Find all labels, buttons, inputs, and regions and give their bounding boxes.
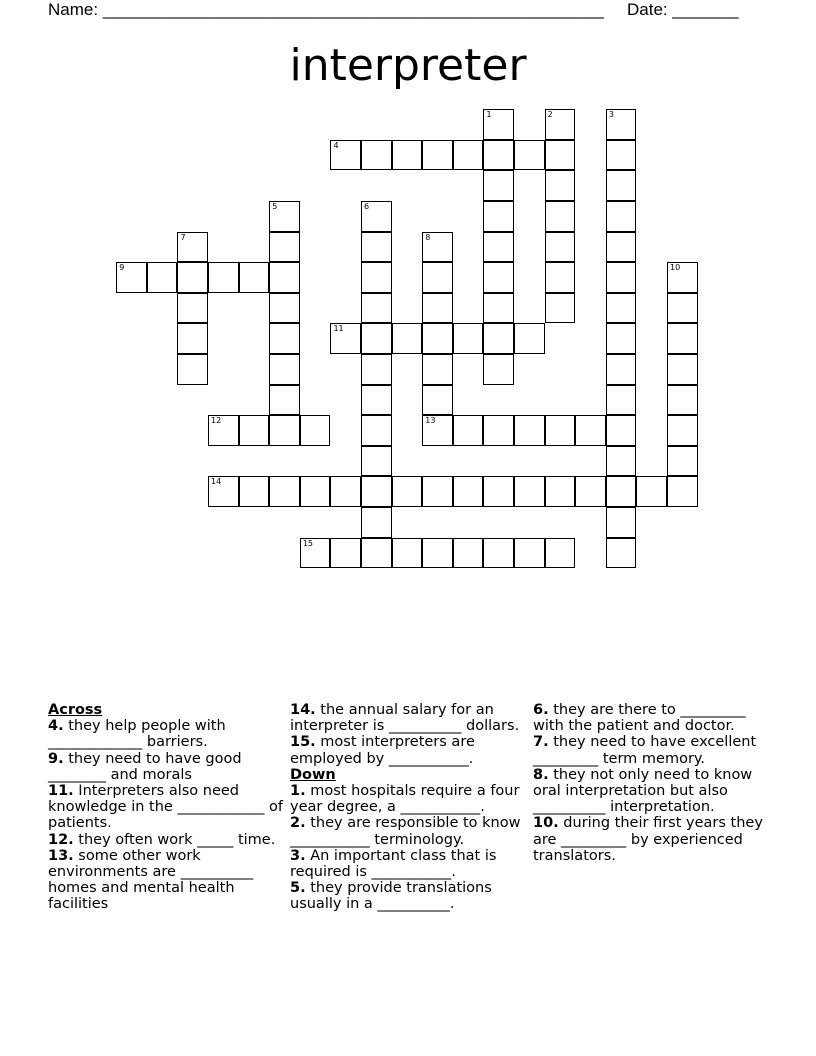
across-clue [48, 832, 288, 848]
grid-cell[interactable] [239, 476, 270, 507]
grid-cell[interactable] [422, 232, 453, 263]
grid-cell[interactable] [361, 538, 392, 569]
grid-cell[interactable] [392, 323, 423, 354]
grid-cell[interactable] [606, 446, 637, 477]
clue-num: 4. [48, 718, 64, 735]
clue-number: 7 [180, 232, 186, 242]
clues-column-3 [533, 702, 773, 864]
down-clue [533, 702, 773, 734]
down-list-b [533, 702, 773, 864]
grid-cell[interactable] [606, 109, 637, 140]
grid-cell[interactable] [606, 140, 637, 171]
grid-cell[interactable] [330, 140, 361, 171]
grid-cell[interactable] [269, 415, 300, 446]
grid-cell[interactable] [177, 232, 208, 263]
clue-num: 15. [290, 734, 316, 751]
grid-cell[interactable] [361, 293, 392, 324]
clue-number: 5 [272, 202, 278, 212]
grid-cell[interactable] [453, 476, 484, 507]
grid-cell[interactable] [330, 538, 361, 569]
grid-cell[interactable] [667, 385, 698, 416]
clue-text: Interpreters also need knowledge in the ____________ of patients. [48, 783, 284, 832]
clues-column-2 [290, 702, 525, 913]
grid-cell[interactable] [269, 385, 300, 416]
date-label: Date: [627, 0, 668, 19]
clues-column-1 [48, 702, 288, 913]
clue-text: they need to have good ________ and morals [48, 750, 242, 783]
grid-cell[interactable] [422, 476, 453, 507]
clue-number: 15 [302, 538, 314, 548]
grid-cell[interactable] [208, 262, 239, 293]
clue-number: 6 [364, 202, 370, 212]
clue-num: 11. [48, 783, 74, 800]
grid-cell[interactable] [545, 476, 576, 507]
clue-text: An important class that is required is ___________. [290, 847, 497, 881]
grid-cell[interactable] [636, 476, 667, 507]
grid-cell[interactable] [483, 232, 514, 263]
grid-cell[interactable] [361, 415, 392, 446]
clue-number: 3 [608, 110, 614, 120]
clue-number: 14 [211, 477, 222, 487]
grid-cell[interactable] [361, 201, 392, 232]
grid-cell[interactable] [177, 354, 208, 385]
grid-cell[interactable] [606, 170, 637, 201]
clue-number: 9 [119, 263, 125, 273]
grid-cell[interactable] [606, 262, 637, 293]
grid-cell[interactable] [606, 415, 637, 446]
grid-cell[interactable] [269, 262, 300, 293]
grid-cell[interactable] [177, 323, 208, 354]
grid-cell[interactable] [239, 262, 270, 293]
grid-cell[interactable] [330, 476, 361, 507]
clue-text: they help people with _____________ barriers. [48, 718, 226, 751]
grid-cell[interactable] [483, 354, 514, 385]
clue-text: they provide translations usually in a __________. [290, 880, 492, 913]
grid-cell[interactable] [545, 415, 576, 446]
grid-cell[interactable] [269, 201, 300, 232]
grid-cell[interactable] [269, 354, 300, 385]
grid-cell[interactable] [361, 446, 392, 477]
page-title: interpreter [289, 40, 527, 91]
grid-cell[interactable] [606, 323, 637, 354]
grid-cell[interactable] [483, 140, 514, 171]
grid-cell[interactable] [361, 385, 392, 416]
down-clue [533, 734, 773, 766]
grid-cell[interactable] [483, 262, 514, 293]
clue-num: 13. [48, 847, 74, 864]
grid-cell[interactable] [483, 170, 514, 201]
date-line: _______ [672, 0, 739, 19]
grid-cell[interactable] [606, 538, 637, 569]
grid-cell[interactable] [453, 323, 484, 354]
clue-number: 4 [333, 140, 339, 150]
grid-cell[interactable] [300, 538, 331, 569]
grid-cell[interactable] [361, 323, 392, 354]
clue-num: 10. [533, 815, 559, 832]
grid-cell[interactable] [392, 538, 423, 569]
grid-cell[interactable] [514, 140, 545, 171]
down-clue [290, 880, 525, 912]
grid-cell[interactable] [330, 323, 361, 354]
grid-cell[interactable] [667, 262, 698, 293]
clue-num: 3. [290, 847, 306, 864]
grid-cell[interactable] [239, 415, 270, 446]
grid-cell[interactable] [269, 323, 300, 354]
clue-text: they are responsible to know ___________ terminology. [290, 815, 521, 848]
grid-cell[interactable] [392, 140, 423, 171]
grid-cell[interactable] [667, 354, 698, 385]
grid-cell[interactable] [575, 476, 606, 507]
down-clue [533, 767, 773, 816]
grid-cell[interactable] [606, 354, 637, 385]
grid-cell[interactable] [422, 262, 453, 293]
grid-cell[interactable] [361, 354, 392, 385]
grid-cell[interactable] [606, 232, 637, 263]
clue-text: they not only need to know oral interpretation but also __________ interpretation. [533, 766, 753, 816]
name-label: Name: [48, 0, 99, 19]
grid-cell[interactable] [483, 538, 514, 569]
clue-text: they often work _____ time. [78, 831, 276, 848]
clue-text: some other work environments are __________ homes and mental health facilities [48, 847, 254, 913]
across-clue [290, 734, 525, 766]
grid-cell[interactable] [300, 476, 331, 507]
grid-cell[interactable] [514, 323, 545, 354]
clue-number: 11 [333, 324, 344, 334]
across-clue [48, 751, 288, 783]
down-clue [290, 848, 525, 880]
clue-num: 14. [290, 702, 316, 718]
grid-cell[interactable] [422, 415, 453, 446]
grid-cell[interactable] [177, 262, 208, 293]
grid-cell[interactable] [667, 415, 698, 446]
grid-cell[interactable] [667, 446, 698, 477]
clue-num: 7. [533, 734, 549, 751]
grid-cell[interactable] [667, 476, 698, 507]
grid-cell[interactable] [545, 293, 576, 324]
grid-cell[interactable] [361, 262, 392, 293]
clue-number: 8 [425, 232, 431, 242]
grid-cell[interactable] [361, 507, 392, 538]
grid-cell[interactable] [545, 170, 576, 201]
clue-text: the annual salary for an interpreter is __________ dollars. [290, 702, 520, 735]
grid-cell[interactable] [483, 109, 514, 140]
down-clue [533, 815, 773, 864]
grid-cell[interactable] [269, 232, 300, 263]
grid-cell[interactable] [422, 323, 453, 354]
grid-cell[interactable] [422, 385, 453, 416]
grid-cell[interactable] [667, 293, 698, 324]
grid-cell[interactable] [453, 140, 484, 171]
grid-cell[interactable] [545, 201, 576, 232]
down-clue [290, 783, 525, 815]
grid-cell[interactable] [545, 140, 576, 171]
across-list-b [290, 702, 525, 767]
grid-cell[interactable] [483, 476, 514, 507]
grid-cell[interactable] [545, 538, 576, 569]
grid-cell[interactable] [483, 415, 514, 446]
clue-num: 12. [48, 831, 74, 848]
clue-number: 13 [425, 416, 436, 426]
grid-cell[interactable] [667, 323, 698, 354]
grid-cell[interactable] [483, 293, 514, 324]
clue-text: they need to have excellent _________ term memory. [533, 734, 757, 767]
grid-cell[interactable] [514, 476, 545, 507]
across-clue [48, 718, 288, 750]
clue-text: most interpreters are employed by ___________. [290, 734, 475, 767]
grid-cell[interactable] [422, 354, 453, 385]
clue-number: 2 [547, 110, 553, 120]
grid-cell[interactable] [453, 415, 484, 446]
grid-cell[interactable] [575, 415, 606, 446]
grid-cell[interactable] [361, 140, 392, 171]
grid-cell[interactable] [422, 140, 453, 171]
across-list-a [48, 718, 288, 912]
clue-num: 1. [290, 783, 306, 800]
grid-cell[interactable] [483, 201, 514, 232]
grid-cell[interactable] [269, 293, 300, 324]
grid-cell[interactable] [453, 538, 484, 569]
grid-cell[interactable] [514, 538, 545, 569]
across-clue [290, 702, 525, 734]
clue-number: 1 [486, 110, 492, 120]
clue-num: 9. [48, 750, 64, 767]
clue-num: 8. [533, 766, 549, 783]
grid-cell[interactable] [361, 232, 392, 263]
grid-cell[interactable] [269, 476, 300, 507]
clue-num: 6. [533, 702, 549, 718]
grid-cell[interactable] [545, 262, 576, 293]
down-heading: Down [290, 766, 336, 783]
across-heading: Across [48, 702, 103, 718]
clue-text: most hospitals require a four year degree, a ___________. [290, 783, 520, 816]
clue-text: during their first years they are _________ by experienced translators. [533, 815, 763, 864]
grid-cell[interactable] [545, 109, 576, 140]
grid-cell[interactable] [177, 293, 208, 324]
grid-cell[interactable] [422, 538, 453, 569]
clue-num: 2. [290, 815, 306, 832]
grid-cell[interactable] [208, 415, 239, 446]
grid-cell[interactable] [606, 507, 637, 538]
name-line: _____________________________________________________ [102, 0, 604, 19]
grid-cell[interactable] [606, 476, 637, 507]
grid-cell[interactable] [361, 476, 392, 507]
grid-cell[interactable] [392, 476, 423, 507]
grid-cell[interactable] [514, 415, 545, 446]
grid-cell[interactable] [422, 293, 453, 324]
clue-number: 12 [211, 416, 222, 426]
grid-cell[interactable] [606, 385, 637, 416]
grid-cell[interactable] [116, 262, 147, 293]
clue-num: 5. [290, 880, 306, 897]
grid-cell[interactable] [606, 201, 637, 232]
down-list-a [290, 783, 525, 913]
grid-cell[interactable] [545, 232, 576, 263]
down-clue [290, 815, 525, 847]
grid-cell[interactable] [483, 323, 514, 354]
grid-cell[interactable] [147, 262, 178, 293]
across-clue [48, 848, 288, 913]
clue-text: they are there to _________ with the patient and doctor. [533, 702, 746, 735]
grid-cell[interactable] [208, 476, 239, 507]
across-clue [48, 783, 288, 832]
grid-cell[interactable] [300, 415, 331, 446]
grid-cell[interactable] [606, 293, 637, 324]
clue-number: 10 [670, 263, 681, 273]
